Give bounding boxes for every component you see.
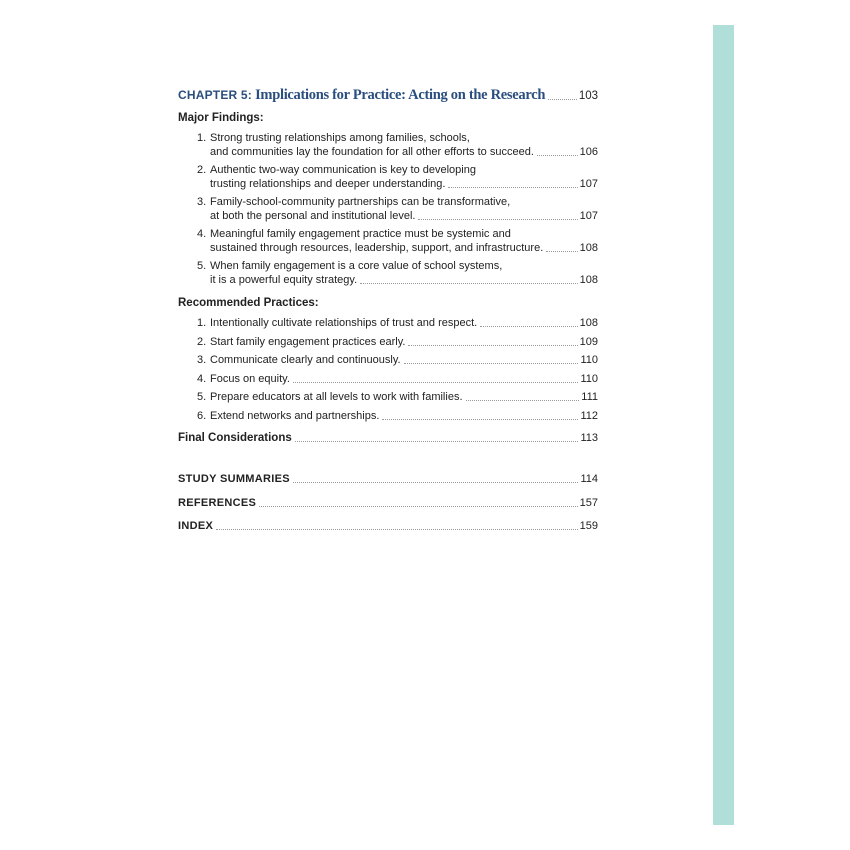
entry-number: 6. xyxy=(197,409,207,422)
finding-entry[interactable] xyxy=(197,227,598,255)
entry-text-line1: Strong trusting relationships among families, schools, xyxy=(210,132,470,144)
dot-leader xyxy=(295,441,579,442)
dot-leader xyxy=(408,345,577,346)
entry-text-line2: trusting relationships and deeper understanding. xyxy=(210,178,446,190)
entry-text-line2: it is a powerful equity strategy. xyxy=(210,274,358,286)
back-matter-label: INDEX xyxy=(178,520,214,533)
back-matter-list xyxy=(178,472,598,533)
dot-leader xyxy=(216,529,578,530)
finding-entry[interactable] xyxy=(197,195,598,223)
practice-entry[interactable] xyxy=(197,353,598,367)
entry-text: Start family engagement practices early. xyxy=(210,335,406,348)
recommended-practices-heading: Recommended Practices: xyxy=(178,297,319,309)
entry-number: 1. xyxy=(197,317,207,329)
chapter-entry[interactable] xyxy=(178,88,598,103)
page-number: 108 xyxy=(579,242,598,254)
practice-entry[interactable] xyxy=(197,372,598,386)
finding-entry[interactable] xyxy=(197,259,598,287)
chapter-heading xyxy=(178,88,545,103)
dot-leader xyxy=(360,283,577,284)
finding-entry[interactable] xyxy=(197,131,598,159)
page-number: 107 xyxy=(579,178,598,190)
page-number: 114 xyxy=(580,472,598,485)
final-considerations-label: Final Considerations xyxy=(178,431,292,444)
entry-text: Focus on equity. xyxy=(210,372,290,385)
major-findings-heading: Major Findings: xyxy=(178,112,264,124)
entry-text-line1: When family engagement is a core value of school systems, xyxy=(210,260,503,272)
entry-text-line1: Family-school-community partnerships can be transformative, xyxy=(210,196,511,208)
entry-text-line2: and communities lay the foundation for all other efforts to succeed. xyxy=(210,146,534,158)
chapter-number: CHAPTER 5: xyxy=(178,88,253,102)
entry-number: 5. xyxy=(197,391,207,404)
entry-text-line1: Authentic two-way communication is key to developing xyxy=(210,164,476,176)
back-matter-label: REFERENCES xyxy=(178,496,257,509)
page-number: 106 xyxy=(579,146,598,158)
dot-leader xyxy=(293,482,579,483)
entry-text: Prepare educators at all levels to work with families. xyxy=(210,391,463,404)
dot-leader xyxy=(404,363,579,364)
dot-leader xyxy=(546,251,577,252)
page-number: 110 xyxy=(580,354,598,367)
table-of-contents xyxy=(178,88,598,543)
chapter-title: Implications for Practice: Acting on the Research xyxy=(255,87,546,103)
practice-entry[interactable] xyxy=(197,409,598,423)
entry-number: 4. xyxy=(197,372,207,385)
practice-entry[interactable] xyxy=(197,335,598,349)
page-number: 103 xyxy=(578,90,598,102)
accent-side-band xyxy=(713,25,734,825)
entry-text-line2: at both the personal and institutional level. xyxy=(210,210,416,222)
page-number: 157 xyxy=(579,496,598,509)
entry-number: 1. xyxy=(197,132,207,144)
page-number: 107 xyxy=(579,210,598,222)
entry-number: 3. xyxy=(197,354,207,367)
dot-leader xyxy=(418,219,577,220)
entry-number: 2. xyxy=(197,335,207,348)
dot-leader xyxy=(548,99,577,100)
study-summaries-entry[interactable] xyxy=(178,472,598,486)
back-matter-label: STUDY SUMMARIES xyxy=(178,472,290,485)
references-entry[interactable] xyxy=(178,496,598,510)
entry-text: Intentionally cultivate relationships of trust and respect. xyxy=(210,317,478,329)
dot-leader xyxy=(466,400,580,401)
entry-number: 5. xyxy=(197,260,207,272)
entry-number: 3. xyxy=(197,196,207,208)
entry-number: 4. xyxy=(197,228,207,240)
practice-entry[interactable] xyxy=(197,316,598,330)
dot-leader xyxy=(480,326,577,327)
page-number: 108 xyxy=(579,274,598,286)
dot-leader xyxy=(448,187,577,188)
dot-leader xyxy=(293,382,579,383)
final-considerations-entry[interactable] xyxy=(178,431,598,445)
entry-text: Extend networks and partnerships. xyxy=(210,409,380,422)
index-entry[interactable] xyxy=(178,519,598,533)
page-number: 113 xyxy=(580,431,598,444)
entry-text: Communicate clearly and continuously. xyxy=(210,354,401,367)
page-number: 109 xyxy=(579,335,598,348)
dot-leader xyxy=(259,506,577,507)
entry-number: 2. xyxy=(197,164,207,176)
entry-text-line1: Meaningful family engagement practice must be systemic and xyxy=(210,228,511,240)
dot-leader xyxy=(537,155,578,156)
finding-entry[interactable] xyxy=(197,163,598,191)
dot-leader xyxy=(382,419,578,420)
practice-entry[interactable] xyxy=(197,390,598,404)
page-number: 110 xyxy=(580,372,598,385)
page-number: 108 xyxy=(579,317,598,329)
page-number: 111 xyxy=(581,391,598,404)
page-number: 159 xyxy=(579,520,598,533)
entry-text-line2: sustained through resources, leadership, support, and infrastructure. xyxy=(210,242,544,254)
page-number: 112 xyxy=(580,409,598,422)
